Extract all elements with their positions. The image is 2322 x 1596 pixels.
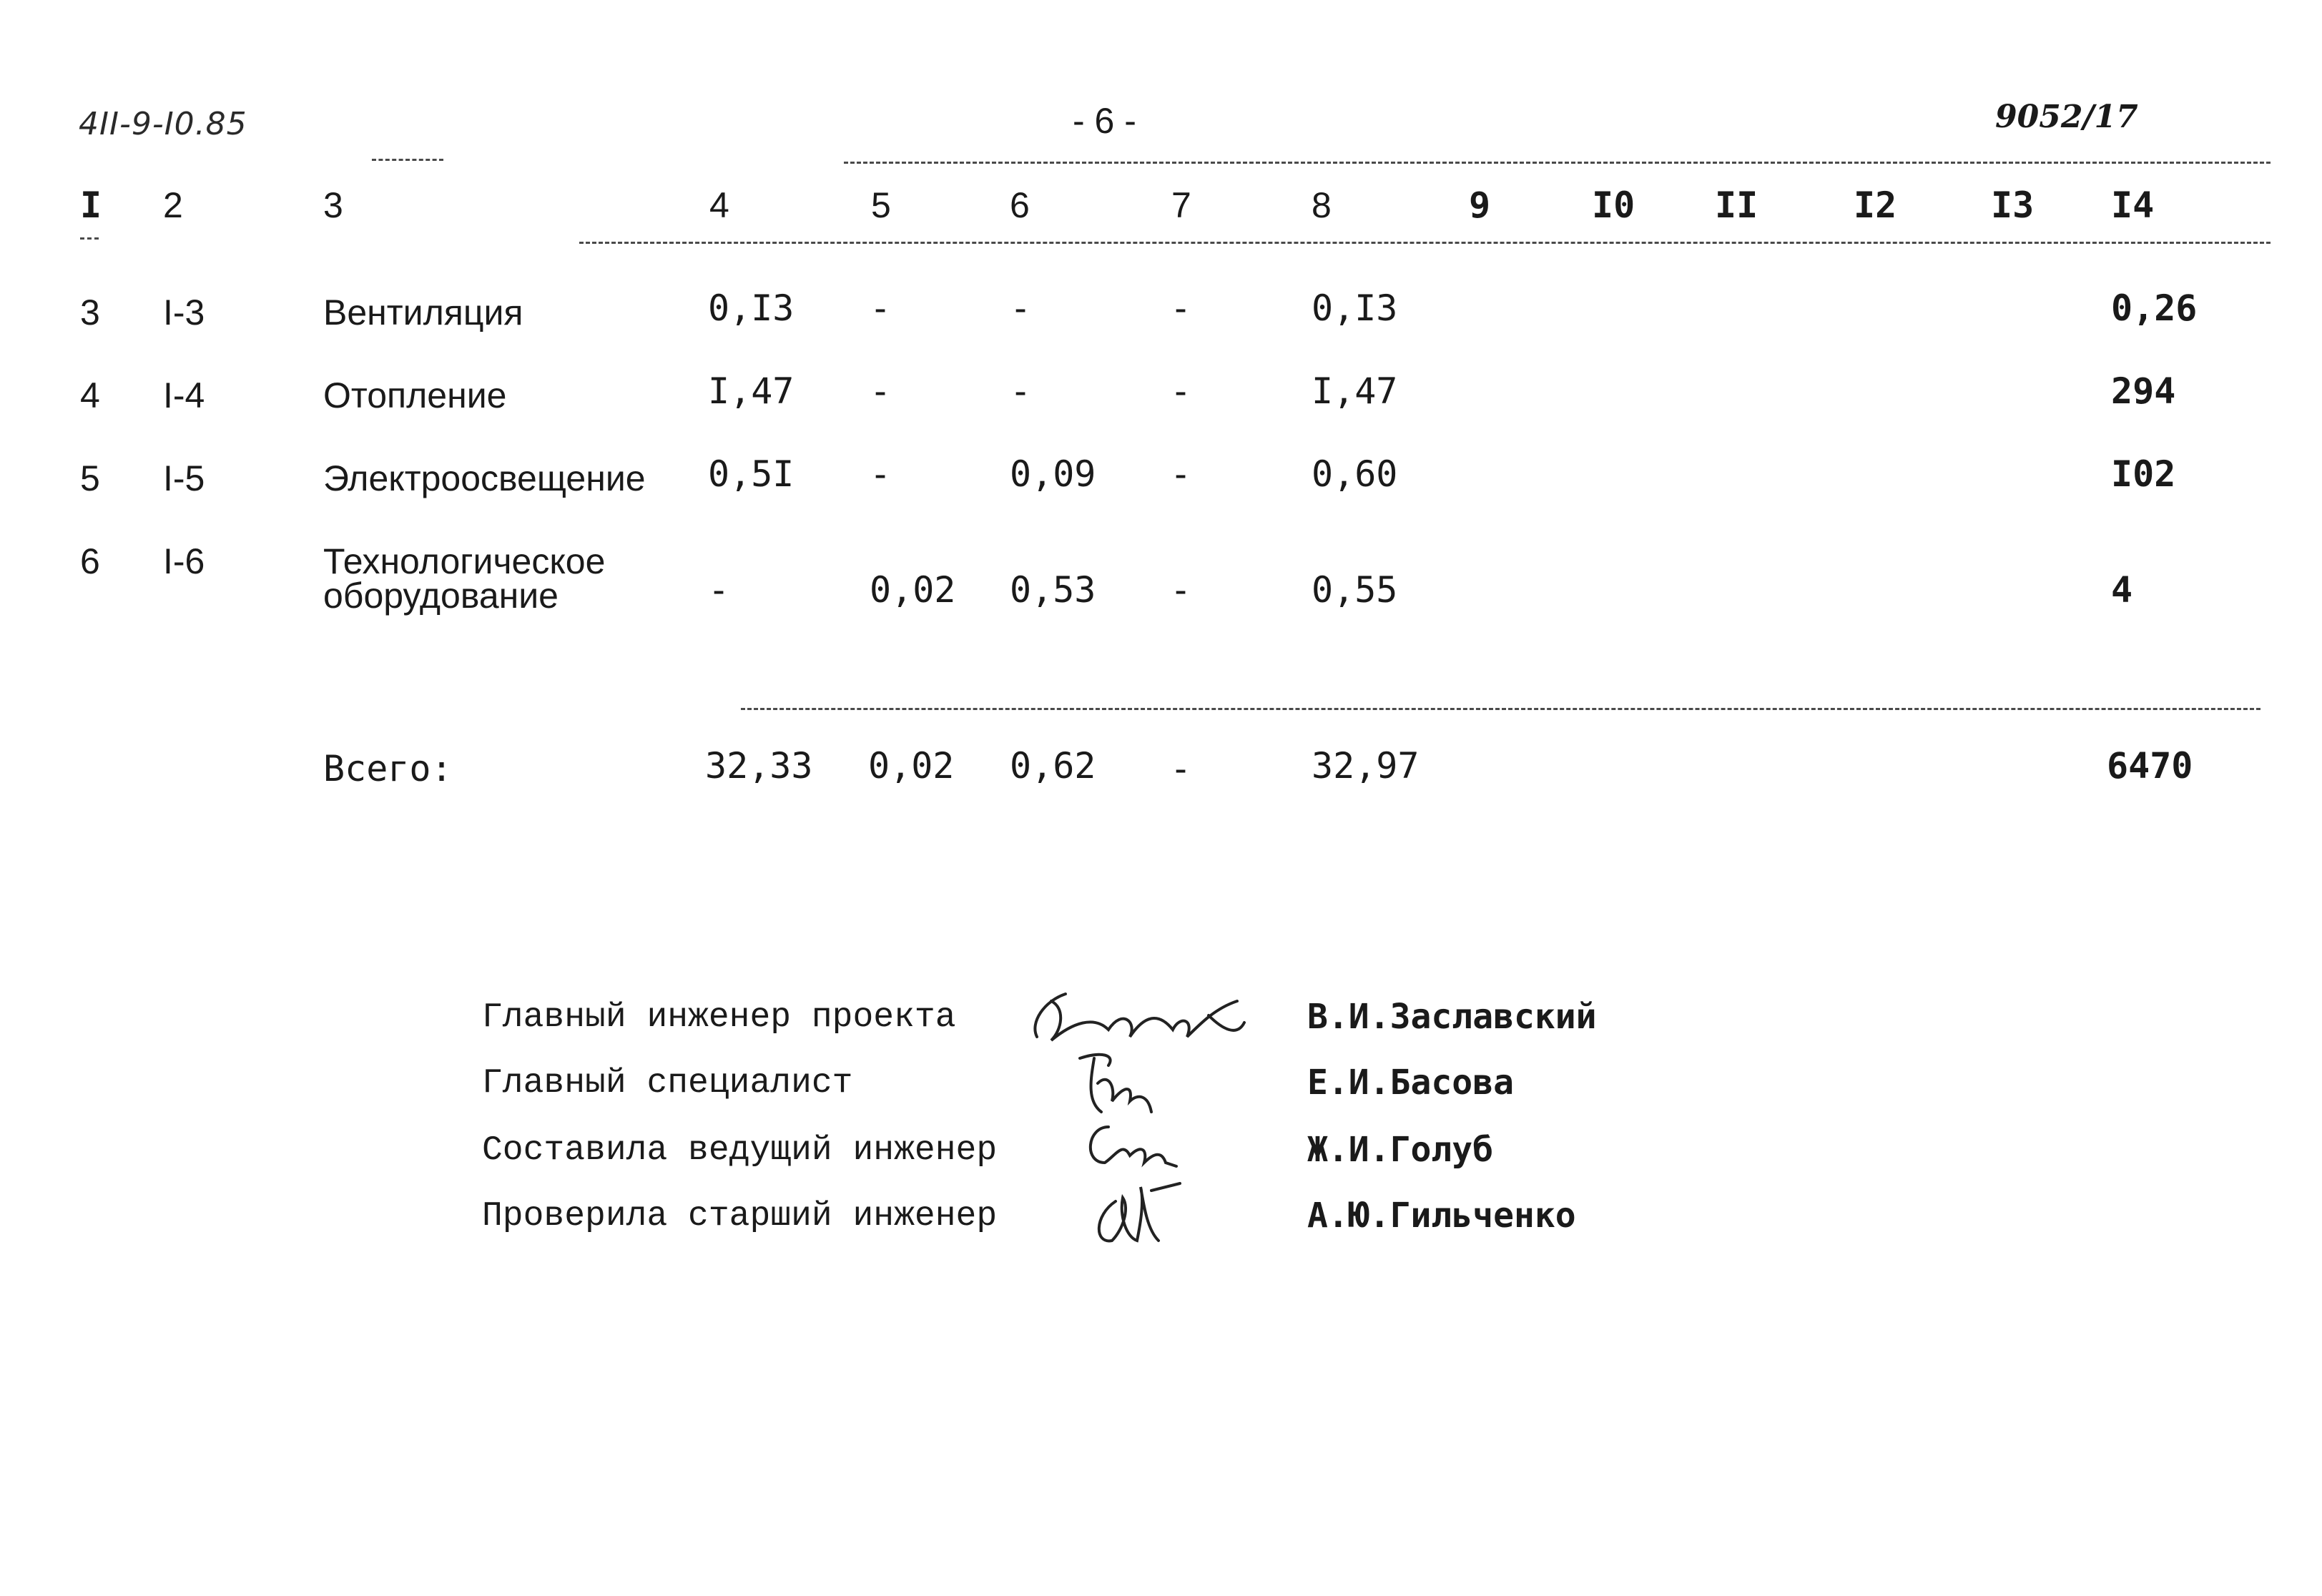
- col-header-14: I4: [2111, 184, 2155, 226]
- total-col-6: 0,62: [1010, 745, 1096, 787]
- col-header-13: I3: [1991, 184, 2035, 226]
- row-col-8: 0,60: [1312, 453, 1398, 495]
- total-col-5: 0,02: [868, 745, 955, 787]
- row-number: 6: [80, 541, 100, 581]
- handwritten-signature: [1066, 1044, 1166, 1123]
- signatory-name: А.Ю.Гильченко: [1307, 1196, 1576, 1236]
- col-header-9: 9: [1469, 184, 1491, 226]
- signatory-role: Составила ведущий инженер: [482, 1131, 998, 1170]
- row-code: I-6: [163, 541, 205, 581]
- signatory-role: Проверила старший инженер: [482, 1197, 998, 1236]
- row-number: 5: [80, 458, 100, 498]
- row-col-6: 0,53: [1010, 569, 1096, 611]
- row-number: 4: [80, 375, 100, 415]
- col-header-5: 5: [871, 185, 891, 225]
- total-rule: [741, 708, 2260, 710]
- col-header-6: 6: [1010, 185, 1030, 225]
- page-number: - 6 -: [1073, 101, 1136, 141]
- row-col-5: -: [870, 370, 892, 412]
- row-col-8: I,47: [1312, 370, 1398, 412]
- header-rule-top-right: [844, 162, 2271, 164]
- row-name: Отопление: [323, 375, 507, 415]
- document-code: 4II-9-I0.85: [79, 106, 247, 142]
- handwritten-signature: [1080, 1173, 1194, 1258]
- sheet-reference: 9052/17: [1995, 99, 2138, 135]
- header-rule-bottom-short: [80, 237, 99, 240]
- row-code: I-3: [163, 292, 205, 332]
- row-name-line-2: оборудование: [323, 576, 559, 616]
- header-rule-bottom: [579, 242, 2271, 244]
- total-label: Всего:: [323, 748, 453, 789]
- total-col-7: -: [1170, 748, 1192, 789]
- handwritten-signature: [1023, 980, 1259, 1051]
- col-header-4: 4: [709, 185, 729, 225]
- row-col-8: 0,I3: [1312, 287, 1398, 329]
- row-col-7: -: [1170, 453, 1192, 495]
- row-col-5: 0,02: [870, 569, 956, 611]
- row-col-4: 0,I3: [708, 287, 795, 329]
- signatory-role: Главный специалист: [482, 1064, 853, 1103]
- row-col-7: -: [1170, 287, 1192, 329]
- row-col-5: -: [870, 453, 892, 495]
- row-number: 3: [80, 292, 100, 332]
- total-col-14: 6470: [2107, 745, 2193, 787]
- col-header-8: 8: [1312, 185, 1332, 225]
- row-col-8: 0,55: [1312, 569, 1398, 611]
- row-col-5: -: [870, 287, 892, 329]
- col-header-12: I2: [1854, 184, 1897, 226]
- col-header-2: 2: [163, 185, 183, 225]
- total-col-4: 32,33: [705, 745, 813, 787]
- row-code: I-4: [163, 375, 205, 415]
- row-col-7: -: [1170, 370, 1192, 412]
- signatory-name: Ж.И.Голуб: [1307, 1130, 1494, 1170]
- row-col-4: I,47: [708, 370, 795, 412]
- total-col-8: 32,97: [1312, 745, 1420, 787]
- col-header-10: I0: [1592, 184, 1635, 226]
- header-rule-top: [372, 159, 443, 161]
- row-col-4: -: [708, 569, 730, 611]
- signatory-name: В.И.Заславский: [1307, 997, 1597, 1037]
- row-col-6: -: [1010, 287, 1032, 329]
- col-header-7: 7: [1171, 185, 1191, 225]
- row-col-6: -: [1010, 370, 1032, 412]
- row-col-6: 0,09: [1010, 453, 1096, 495]
- row-col-7: -: [1170, 569, 1192, 611]
- row-name: Вентиляция: [323, 292, 523, 332]
- col-header-3: 3: [323, 185, 343, 225]
- col-header-11: II: [1715, 184, 1758, 226]
- row-col-14: 294: [2111, 370, 2176, 412]
- signatory-role: Главный инженер проекта: [482, 998, 956, 1037]
- row-col-14: 4: [2111, 569, 2133, 611]
- row-col-14: I02: [2111, 453, 2176, 495]
- row-col-14: 0,26: [2111, 287, 2198, 329]
- col-header-1: I: [80, 184, 102, 226]
- row-name: Электроосвещение: [323, 458, 646, 498]
- signatory-name: Е.И.Басова: [1307, 1063, 1514, 1103]
- handwritten-signature: [1073, 1113, 1187, 1177]
- row-code: I-5: [163, 458, 205, 498]
- row-name-line-1: Технологическое: [323, 541, 606, 581]
- row-col-4: 0,5I: [708, 453, 795, 495]
